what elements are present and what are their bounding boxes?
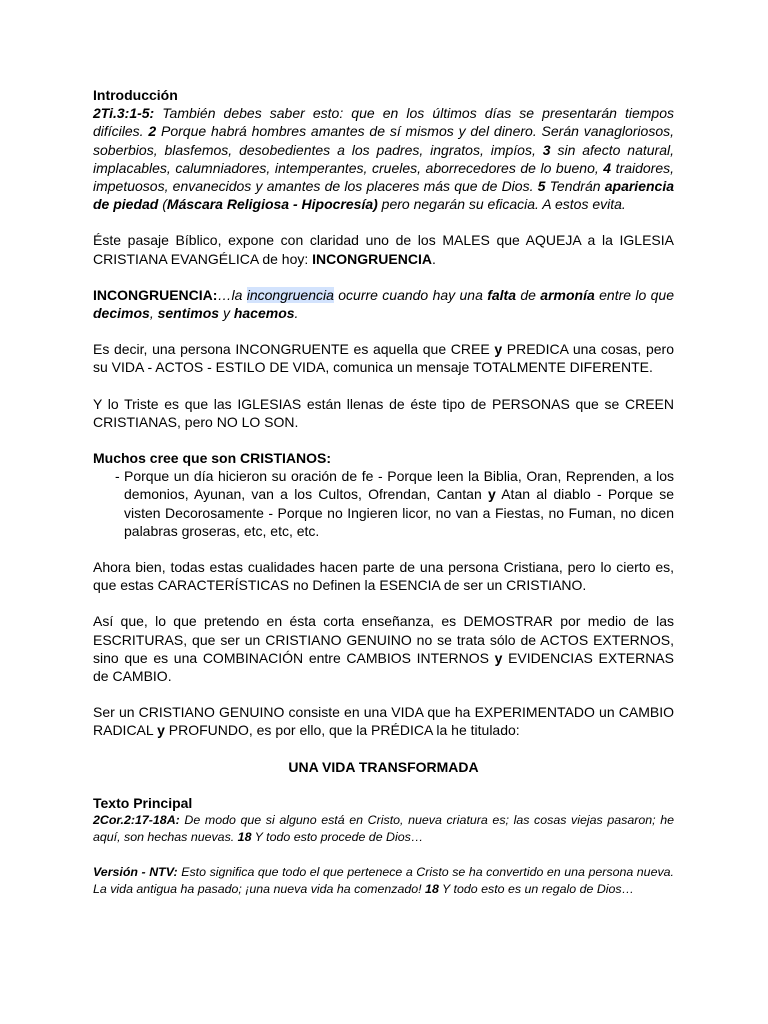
definition-bold-armonia: armonía — [540, 286, 595, 303]
document-body — [93, 86, 674, 898]
list-item — [93, 467, 674, 540]
definition-text-2: ocurre cuando hay una — [333, 286, 488, 303]
definition-text-6: y — [219, 305, 234, 322]
ser-un-y: y — [157, 722, 165, 739]
definition-term: INCONGRUENCIA: — [93, 286, 218, 303]
muchos-text-1: Porque un día hicieron su oración de fe - Porque leen la Biblia, Oran, Reprenden, a los demonios, Ayunan, van a los Cultos, Ofrendan, Cantan — [124, 468, 674, 503]
definition-text-1: …la — [217, 286, 247, 303]
paragraph-es-decir — [93, 340, 674, 376]
paragraph-triste: Y lo Triste es que las IGLESIAS están llenas de éste tipo de PERSONAS que se CREEN CRISTIANAS, pero NO LO SON. — [93, 395, 674, 430]
es-decir-text-2: PREDICA una cosas, pero su VIDA - ACTOS - ESTILO DE VIDA, comunica un mensaje TOTALMENTE DIFERENTE. — [93, 341, 674, 376]
paragraph-ser-un — [93, 703, 674, 739]
verse-number-3: 3 — [542, 141, 551, 158]
asi-que-text-2: EVIDENCIAS EXTERNAS de CAMBIO. — [93, 649, 674, 685]
paragraph-pasaje-bold: INCONGRUENCIA — [312, 250, 432, 267]
ntv-passage — [93, 864, 674, 898]
intro-text-4: traidores, impetuosos, envanecidos y amantes de los placeres más que de Dios. — [93, 159, 674, 195]
paragraph-pasaje-text: Éste pasaje Bíblico, expone con claridad uno de los MALES que AQUEJA a la IGLESIA CRISTIANA EVANGÉLICA de hoy: — [93, 232, 674, 267]
muchos-heading: Muchos cree que son CRISTIANOS: — [93, 450, 332, 467]
es-decir-y: y — [494, 341, 503, 358]
ser-un-text-1: Ser un CRISTIANO GENUINO consiste en una VIDA que ha EXPERIMENTADO un CAMBIO RADICAL — [93, 704, 674, 739]
definition-text-3: de — [516, 286, 541, 303]
texto-text-1: De modo que si alguno está en Cristo, nueva criatura es; las cosas viejas pasaron; he aquí, son hechas nuevas. — [93, 813, 674, 845]
muchos-y: y — [487, 486, 496, 503]
intro-text-2: Porque habrá hombres amantes de sí mismos y del dinero. Serán vanagloriosos, soberbios, blasfemos, desobedientes a los padres, ingratos, impíos, — [93, 123, 674, 158]
verse-number-2: 2 — [148, 123, 157, 140]
dash-bullet: - — [115, 468, 120, 485]
es-decir-text-1: Es decir, una persona INCONGRUENTE es aquella que CREE — [93, 341, 495, 358]
definition-highlight: incongruencia — [246, 286, 334, 303]
texto-verse-18: 18 — [237, 830, 252, 845]
intro-bold-2: Máscara Religiosa - Hipocresía) — [166, 196, 378, 213]
paragraph-pasaje — [93, 231, 674, 267]
definition-bold-hacemos: hacemos — [233, 305, 295, 322]
paragraph-pasaje-end: . — [431, 250, 436, 267]
intro-text-5: Tendrán — [545, 178, 605, 195]
verse-number-5: 5 — [537, 178, 546, 195]
ntv-text-1: Esto significa que todo el que pertenece a Cristo se ha convertido en una persona nueva. La vida antigua ha pasado; ¡una nueva vida ha comenzado! — [93, 865, 674, 897]
intro-bold-1: apariencia de piedad — [93, 178, 674, 213]
intro-text-7: pero negarán su eficacia. A estos evita. — [377, 196, 626, 213]
intro-heading: Introducción — [93, 87, 178, 103]
texto-principal-passage — [93, 812, 674, 846]
ntv-reference: Versión - NTV: — [93, 865, 178, 880]
asi-que-text-1: Así que, lo que pretendo en ésta corta enseñanza, es DEMOSTRAR por medio de las ESCRITURAS, que ser un CRISTIANO GENUINO no se trata sólo de ACTOS EXTERNOS, sino que es una COMBINACIÓN entre CAMBIOS INTERNOS — [93, 613, 674, 666]
definition-bold-decimos: decimos — [93, 305, 150, 322]
muchos-text-2: Atan al diablo - Porque se visten Decorosamente - Porque no Ingieren licor, no van a Fiestas, no Fuman, no dicen palabras groseras, etc, etc, etc. — [124, 486, 674, 539]
intro-reference: 2Ti.3:1-5: — [93, 105, 155, 122]
texto-principal-heading: Texto Principal — [93, 794, 193, 811]
definition-bold-falta: falta — [487, 286, 517, 303]
definition-text-7: . — [294, 305, 299, 322]
ser-un-text-2: PROFUNDO, es por ello, que la PRÉDICA la he titulado: — [164, 722, 520, 739]
paragraph-asi-que — [93, 612, 674, 685]
texto-text-2: Y todo esto procede de Dios… — [251, 830, 424, 845]
paragraph-ahora-bien: Ahora bien, todas estas cualidades hacen parte de una persona Cristiana, pero lo cierto es, que estas CARACTERÍSTICAS no Definen la ESENCIA de ser un CRISTIANO. — [93, 559, 674, 594]
texto-reference: 2Cor.2:17-18A: — [93, 813, 180, 828]
muchos-list — [93, 467, 674, 540]
intro-text-6: ( — [158, 196, 167, 213]
paragraph-definition — [93, 286, 674, 322]
definition-text-4: entre lo que — [594, 286, 674, 303]
sermon-title: UNA VIDA TRANSFORMADA — [288, 758, 479, 775]
ntv-text-2: Y todo esto es un regalo de Dios… — [438, 882, 635, 897]
intro-text-3: sin afecto natural, implacables, calumniadores, intemperantes, crueles, aborrecedores de lo bueno, — [93, 141, 674, 176]
intro-passage — [93, 104, 674, 213]
intro-text-1: También debes saber esto: que en los últimos días se presentarán tiempos difíciles. — [93, 105, 674, 140]
definition-text-5: , — [149, 305, 158, 322]
asi-que-y: y — [494, 649, 503, 666]
verse-number-4: 4 — [603, 159, 612, 176]
ntv-verse-18: 18 — [425, 882, 439, 897]
definition-bold-sentimos: sentimos — [157, 305, 220, 322]
